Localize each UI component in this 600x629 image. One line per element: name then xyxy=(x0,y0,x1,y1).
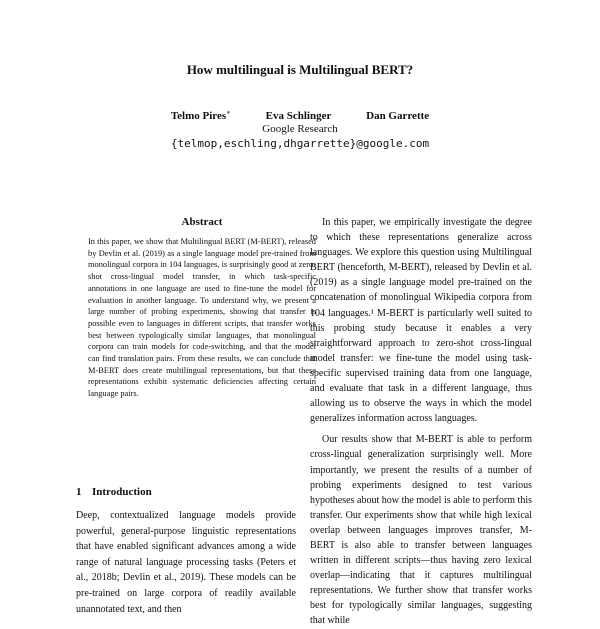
author-3 xyxy=(366,110,429,122)
right-column xyxy=(310,215,532,629)
author-list xyxy=(0,108,600,122)
abstract-text: In this paper, we show that Multilingual BERT (M-BERT), released by Devlin et al. (2019) as a single language model pre-trained from monolingual corpora in 104 languages, is surprisingly good at zero-shot cross-lingual model transfer, in which task-specific annotations in one language are used to fine-tune the model for evaluation in another language. To understand why, we present a large number of probing experiments, showing that transfer is possible even to languages in different scripts, that transfer works best between typologically similar languages, that monolingual corpora can train models for code-switching, and that the model can find translation pairs. From these results, we can conclude that M-BERT does create multilingual representations, but that these representations exhibit systematic deficiencies affecting certain language pairs. xyxy=(88,237,316,399)
author-name: Dan Garrette xyxy=(366,109,430,122)
section-number: 1 xyxy=(76,486,82,498)
author-2 xyxy=(266,110,332,122)
author-name: Eva Schlinger xyxy=(265,109,332,122)
section-title: Introduction xyxy=(92,486,152,498)
right-column-paragraph: Our results show that M-BERT is able to perform cross-lingual generalization surprisingly well. More importantly, we present the results of a number of probing experiments designed to test various hypotheses about how the model is able to perform this transfer. Our experiments show that while high lexical overlap between languages improves transfer, M-BERT is also able to transfer between languages written in different scripts—thus having zero lexical overlap—indicating that it captures multilingual representations. We further show that transfer works best for typologically similar languages, suggesting that while xyxy=(310,434,532,627)
paper-title: How multilingual is Multilingual BERT? xyxy=(186,62,414,77)
introduction-text: Deep, contextualized language models provide powerful, general-purpose linguistic representations that have enabled significant advances among a wide range of natural language processing tasks (Peters et al., 2018b; Devlin et al., 2019). These models can be pre-trained on large corpora of readily available unannotated text, and then xyxy=(76,510,296,615)
abstract-heading: Abstract xyxy=(181,216,223,228)
author-footnote-mark: ∗ xyxy=(226,108,231,116)
affiliation: Google Research xyxy=(262,123,338,135)
author-name: Telmo Pires xyxy=(170,109,227,122)
author-1 xyxy=(171,110,231,122)
right-column-paragraph: In this paper, we empirically investigate the degree to which these representations generalize across languages. We explore this question using Multilingual BERT (henceforth, M-BERT), released by Devlin et al. (2019) as a single language model pre-trained on the concatenation of monolingual Wikipedia corpora from 104 languages.¹ M-BERT is particularly well suited to this probing study because it enables a very straightforward approach to zero-shot cross-lingual model transfer: we fine-tune the model using task-specific supervised training data from one language, and evaluate that task in a different language, thus allowing us to observe the ways in which the model generalizes information across languages. xyxy=(310,217,532,425)
author-emails: {telmop,eschling,dhgarrette}@google.com xyxy=(170,137,430,150)
section-heading xyxy=(76,486,152,498)
